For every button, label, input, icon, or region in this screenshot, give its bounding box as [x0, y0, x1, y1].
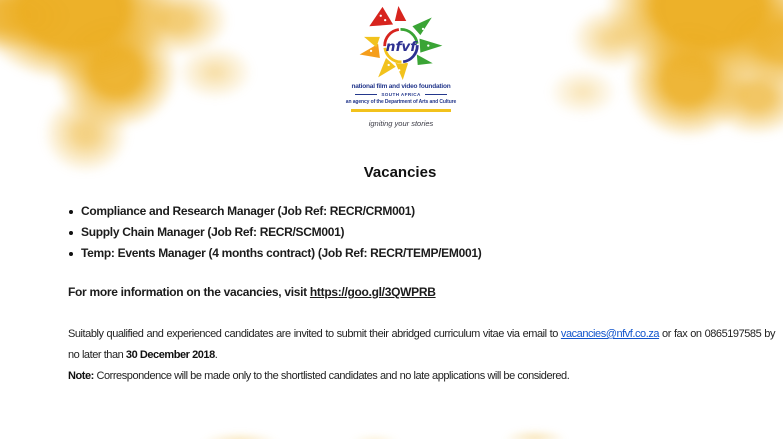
- vacancy-item: [68, 243, 775, 264]
- logo-country: SOUTH AFRICA: [381, 91, 421, 97]
- yellow-smudge-bottom-left: [185, 424, 295, 439]
- application-terminator: .: [214, 349, 218, 361]
- vacancy-label: Temp: Events Manager (4 months contract) (Job Ref: RECR/TEMP/EM001): [81, 246, 482, 260]
- note-text: Correspondence will be made only to the shortlisted candidates and no late applications will be considered.: [93, 370, 570, 382]
- vacancy-item: [68, 201, 775, 222]
- application-email-link[interactable]: vacancies@nfvf.co.za: [560, 328, 660, 340]
- vacancy-list: [68, 201, 775, 264]
- yellow-powder-splash-top-right: [523, 0, 783, 190]
- logo-agency-line: an agency of the Department of Arts and Culture: [345, 99, 457, 105]
- notice-body: [68, 201, 775, 387]
- bullet-icon: [69, 252, 73, 256]
- nfvf-logo: [326, 5, 476, 128]
- country-rule-right: [425, 94, 447, 95]
- nfvf-sun-logo-icon: [357, 5, 445, 81]
- vacancies-info-link[interactable]: https://goo.gl/3QWPRB: [309, 285, 436, 299]
- note-line: [68, 366, 775, 387]
- yellow-smudge-bottom-center: [340, 430, 410, 439]
- application-deadline: 30 December 2018: [125, 349, 215, 361]
- application-paragraph: [68, 324, 775, 366]
- yellow-smudge-bottom-right: [490, 420, 580, 439]
- logo-acronym: nfvf: [385, 38, 417, 55]
- info-line: [68, 282, 775, 303]
- bullet-icon: [69, 210, 73, 214]
- logo-tagline: igniting your stories: [368, 118, 434, 128]
- info-prefix: For more information on the vacancies, visit: [68, 285, 310, 299]
- yellow-powder-splash-top-left: [0, 0, 260, 185]
- logo-gold-divider: [351, 109, 451, 112]
- country-rule-left: [355, 94, 377, 95]
- logo-org-name: national film and video foundation: [351, 83, 451, 90]
- note-label: Note:: [68, 370, 94, 382]
- logo-country-row: [326, 92, 476, 97]
- vacancy-item: [68, 222, 775, 243]
- application-text-after-email: or fax on 0865197585 by no later than: [68, 328, 775, 361]
- application-text-before-email: Suitably qualified and experienced candidates are invited to submit their abridged curriculum vitae via email to: [68, 328, 561, 340]
- page-title: Vacancies: [363, 164, 437, 181]
- vacancy-label: Supply Chain Manager (Job Ref: RECR/SCM001): [81, 225, 345, 239]
- bullet-icon: [69, 231, 73, 235]
- vacancy-label: Compliance and Research Manager (Job Ref: RECR/CRM001): [81, 204, 415, 218]
